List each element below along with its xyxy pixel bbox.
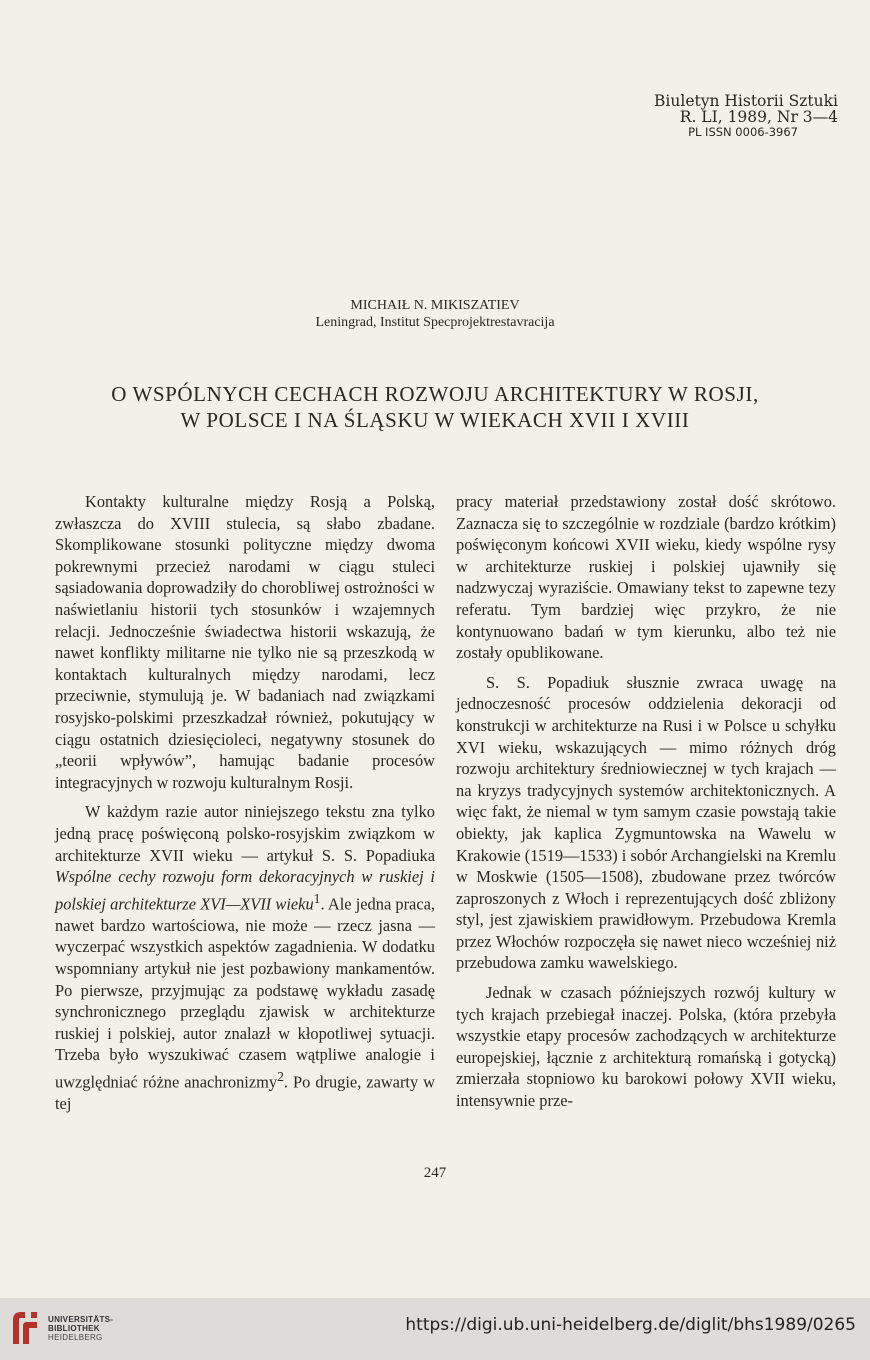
right-column xyxy=(456,491,836,1120)
cited-title: Wspólne cechy rozwoju form dekoracyjnych w ruskiej i polskiej architekturze XVI—XVII wieku xyxy=(55,867,435,914)
paragraph: pracy materiał przedstawiony został dość skrótowo. Zaznacza się to szczególnie w rozdziale (bardzo krótkim) poświęconym końcowi XVII wieku, kiedy wspólne rysy w architekturze ruskiej i polskiej ujawniły się nadzwyczaj wyraziście. Omawiany tekst to zapewne tezy referatu. Tym bardziej więc przykro, że nie kontynuowano badań w tym kierunku, albo też nie zostały opublikowane. xyxy=(456,492,836,663)
article-title xyxy=(30,381,840,433)
paragraph: W każdym razie autor niniejszego tekstu zna tylko jedną pracę poświęconą polsko-rosyjskim związkom w architekturze XVII wieku — artykuł S. S. Popadiuka Wspólne cechy rozwoju form dekoracyjnych w ruskiej i polskiej architekturze XVI—XVII wieku$^1$. Ale jedna praca, nawet bardzo wartościowa, nie może — rzecz jasna — wyczerpać wszystkich aspektów zagadnienia. W dodatku wspomniany artykuł nie jest pozbawiony mankamentów. Po pierwsze, przyjmując za podstawę wykładu zasadę synchronicznego przeglądu zjawisk w architekturze ruskiej i polskiej, autor znalazł w kłopotliwej sytuacji. Trzeba było wyszukiwać czasem wątpliwe analogie i uwzględniać różne anachronizmy$^2$. Po drugie, zawarty w tej xyxy=(55,802,435,1113)
left-column xyxy=(55,491,435,1123)
paragraph: Jednak w czasach późniejszych rozwój kultury w tych krajach przebiegał inaczej. Polska, (która przebyła wszystkie etapy procesów zachodzących w architekturze europejskiej, łącznie z architekturą romańską i gotycką) zmierzała stopniowo ku barokowi połowy XVII wieku, intensywnie prze- xyxy=(456,983,836,1111)
library-logo-icon xyxy=(8,1308,42,1348)
author-affiliation: Leningrad, Institut Specprojektrestavracija xyxy=(315,315,555,330)
logo-text-3: HEIDELBERG xyxy=(48,1332,103,1342)
logo-text-2: BIBLIOTHEK xyxy=(48,1323,100,1333)
page-number: 247 xyxy=(423,1165,447,1181)
journal-volume: R. LI, 1989, Nr 3—4 xyxy=(679,108,838,126)
viewer-footer xyxy=(0,1298,870,1360)
journal-header xyxy=(538,93,838,139)
footnote-ref: 2 xyxy=(277,1068,284,1084)
logo-text-1: UNIVERSITÄTS- xyxy=(48,1314,114,1324)
paragraph: S. S. Popadiuk słusznie zwraca uwagę na jednoczesność procesów oddzielenia dekoracji od konstrukcji w architekturze na Rusi i w Polsce u schyłku XVI wieku, wskazujących — mimo różnych dróg rozwoju architektury średniowiecznej w tych krajach — na kryzys tradycyjnych systemów architektonicznych. A więc fakt, że niemal w tym samym czasie powstają takie obiekty, jak kaplica Zygmuntowska na Wawelu w Krakowie (1519—1533) i sobór Archangielski na Kremlu w Moskwie (1505—1508), zbudowane przez twórców zaproszonych z Włoch i reprezentujących dość zbliżony styl, jest zjawiskiem prawidłowym. Przebudowa Kremla przez Włochów rozpoczęła się nawet nieco wcześniej niż przebudowa zamku wawelskiego. xyxy=(456,672,836,973)
permalink-url[interactable]: https://digi.ub.uni-heidelberg.de/diglit/bhs1989/0265 xyxy=(405,1315,856,1335)
author-name: MICHAIŁ N. MIKISZATIEV xyxy=(350,298,520,313)
journal-name: Biuletyn Historii Sztuki xyxy=(654,92,838,110)
journal-issn: PL ISSN 0006-3967 xyxy=(688,125,798,139)
paragraph: Kontakty kulturalne między Rosją a Polską, zwłaszcza do XVIII stulecia, są słabo zbadane. Skomplikowane stosunki polityczne między dwoma pokrewnymi przecież narodami w ciągu stuleci sąsiadowania doprowadziły do chorobliwej ostrożności w naświetlaniu historii tych stosunków i wzajemnych relacji. Jednocześnie świadectwa historii wskazują, że nawet konflikty militarne nie tylko nie są przeszkodą w kontaktach kulturalnych między narodami, lecz przeciwnie, stymulują je. W badaniach nad związkami rosyjsko-polskimi przeszkadzał również, pokutujący w ciągu ostatnich dziesięcioleci, negatywny stosunek do „teorii wpływów”, hamując badanie procesów integracyjnych w rozwoju kulturalnym Rosji. xyxy=(55,492,435,792)
footnote-ref: 1 xyxy=(313,890,321,906)
library-logo[interactable] xyxy=(8,1308,113,1348)
title-line-2: W POLSCE I NA ŚLĄSKU W WIEKACH XVII I XVIII xyxy=(180,408,690,432)
author-block xyxy=(0,297,870,331)
title-line-1: O WSPÓLNYCH CECHACH ROZWOJU ARCHITEKTURY W ROSJI, xyxy=(111,382,759,406)
